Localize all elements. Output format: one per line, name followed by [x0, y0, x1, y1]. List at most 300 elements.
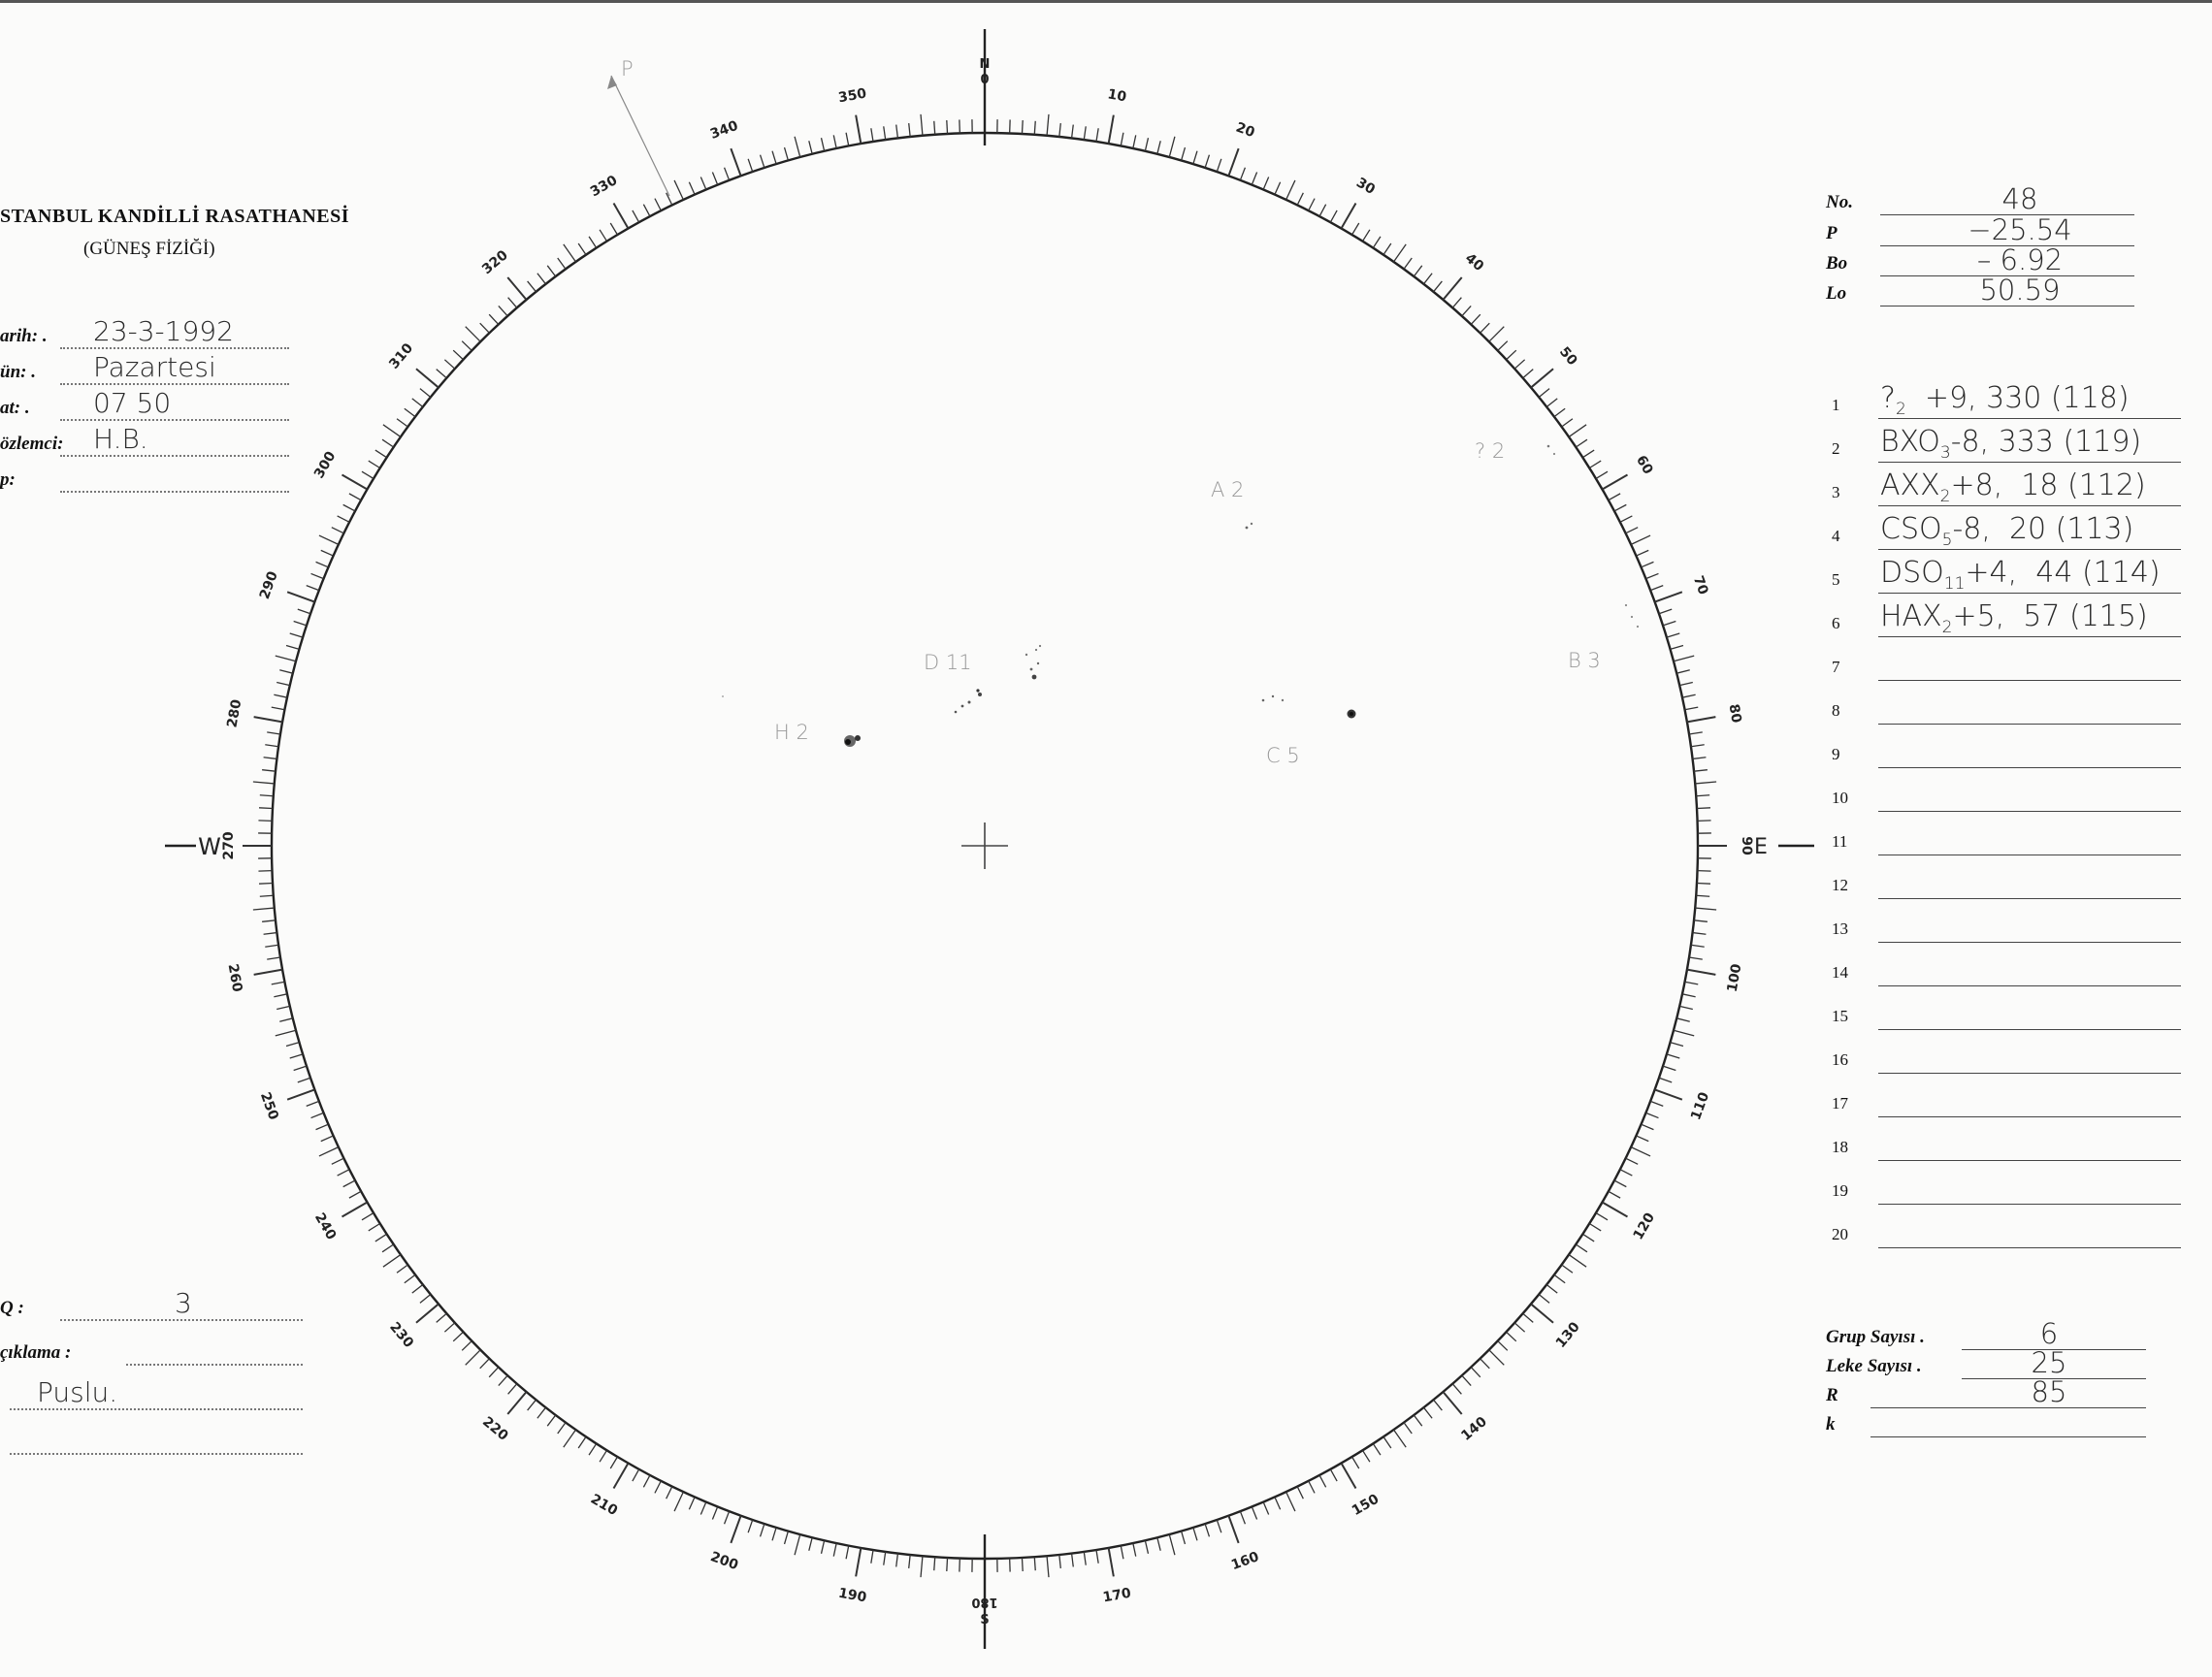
- group-coords: -8, 333 (119): [1950, 425, 2142, 459]
- degree-tick: [342, 475, 367, 490]
- degree-tick: [1620, 516, 1632, 522]
- degree-tick: [564, 244, 576, 262]
- degree-tick: [279, 670, 293, 673]
- degree-tick: [1022, 120, 1023, 134]
- group-entry[interactable]: [1880, 468, 2146, 506]
- degree-tick: [480, 1359, 490, 1369]
- degree-tick: [1034, 1557, 1035, 1570]
- degree-label: 280: [224, 697, 245, 729]
- degree-tick: [1663, 622, 1675, 626]
- degree-label: 320: [479, 247, 511, 278]
- degree-tick: [731, 148, 740, 176]
- degree-tick: [1655, 592, 1682, 601]
- sunspot: [1262, 699, 1265, 702]
- degree-tick: [1655, 1089, 1682, 1099]
- degree-tick: [896, 125, 898, 139]
- degree-tick: [1434, 281, 1443, 292]
- group-underline: [1878, 811, 2181, 812]
- degree-tick: [462, 1341, 472, 1351]
- group-row: [1832, 648, 2181, 681]
- degree-tick: [466, 327, 481, 342]
- degree-label: 130: [1552, 1319, 1583, 1351]
- degree-tick: [1603, 1203, 1628, 1217]
- degree-tick: [1443, 1392, 1461, 1414]
- degree-tick: [1539, 1295, 1549, 1304]
- degree-tick: [947, 120, 948, 134]
- group-entry[interactable]: [1880, 556, 2161, 594]
- group-number: 4: [1832, 527, 1840, 545]
- degree-tick: [1674, 656, 1694, 661]
- degree-tick: [1109, 1548, 1114, 1577]
- group-spot-count: 11: [1943, 574, 1966, 594]
- degree-tick: [1596, 471, 1608, 478]
- group-underline: [1878, 898, 2181, 899]
- degree-tick: [633, 210, 639, 222]
- field-value[interactable]: 07 50: [93, 387, 172, 419]
- summary-value[interactable]: 85: [2031, 1375, 2067, 1408]
- group-underline: [1878, 767, 2181, 768]
- degree-tick: [1096, 1550, 1098, 1564]
- degree-tick: [1693, 758, 1707, 759]
- degree-tick: [307, 586, 319, 591]
- sunspot: [968, 701, 971, 704]
- group-row: [1832, 735, 2181, 768]
- degree-tick: [1404, 1423, 1412, 1434]
- group-entry[interactable]: [1880, 425, 2141, 463]
- degree-tick: [1695, 908, 1716, 910]
- degree-tick: [1121, 1545, 1123, 1559]
- degree-tick: [466, 1350, 481, 1366]
- summary-label: Leke Sayısı .: [1826, 1356, 1922, 1376]
- degree-tick: [600, 1450, 606, 1462]
- group-number: 15: [1832, 1007, 1848, 1025]
- spot-group-label: C 5: [1266, 744, 1300, 767]
- group-row: [1832, 1128, 2181, 1161]
- group-number: 20: [1832, 1225, 1848, 1243]
- degree-tick: [1576, 1244, 1587, 1252]
- note-row: [0, 1337, 307, 1366]
- degree-tick: [338, 516, 349, 522]
- degree-tick: [298, 609, 310, 614]
- note-underline: [10, 1408, 303, 1410]
- degree-tick: [362, 471, 374, 478]
- degree-tick: [332, 1158, 344, 1164]
- degree-tick: [700, 1502, 705, 1515]
- summary-value[interactable]: 25: [2031, 1346, 2067, 1379]
- degree-tick: [1133, 135, 1136, 148]
- degree-tick: [1582, 1234, 1594, 1242]
- degree-tick: [731, 1516, 740, 1543]
- spot-group-label: D 11: [924, 651, 972, 674]
- west-tick-label: 270: [221, 831, 237, 860]
- degree-tick: [761, 1524, 764, 1536]
- degree-label: 230: [386, 1319, 417, 1351]
- degree-tick: [1217, 1520, 1221, 1532]
- degree-tick: [499, 1375, 507, 1385]
- sunspot: [1039, 645, 1041, 647]
- degree-tick: [1034, 121, 1035, 135]
- param-value[interactable]: 50.59: [1979, 274, 2061, 306]
- degree-tick: [1603, 475, 1628, 490]
- degree-tick: [909, 1555, 910, 1568]
- degree-tick: [1674, 1030, 1694, 1036]
- field-value[interactable]: 23-3-1992: [93, 315, 234, 347]
- group-entry[interactable]: [1880, 381, 2130, 419]
- degree-tick: [1096, 128, 1098, 142]
- degree-tick: [1531, 1304, 1553, 1322]
- degree-tick: [1514, 1323, 1524, 1332]
- degree-tick: [1342, 1464, 1356, 1489]
- degree-tick: [1531, 369, 1553, 387]
- degree-tick: [1047, 1556, 1049, 1577]
- degree-tick: [489, 1368, 499, 1377]
- note-underline: [60, 1319, 303, 1321]
- degree-tick: [253, 908, 275, 910]
- degree-tick: [405, 408, 415, 416]
- sunspot: [1282, 699, 1284, 701]
- degree-tick: [287, 1089, 314, 1099]
- degree-tick: [1679, 1006, 1693, 1009]
- degree-tick: [1169, 1534, 1175, 1555]
- degree-tick: [1671, 646, 1683, 650]
- degree-tick: [319, 1147, 339, 1156]
- group-row: [1832, 692, 2181, 725]
- degree-tick: [1252, 173, 1256, 185]
- group-spot-count: 5: [1941, 531, 1953, 550]
- sunspot: [1547, 445, 1550, 448]
- south-label: S: [980, 1613, 990, 1628]
- degree-tick: [1589, 461, 1601, 468]
- degree-tick: [286, 1043, 299, 1047]
- degree-tick: [537, 274, 546, 284]
- group-row: [1832, 953, 2181, 986]
- degree-tick: [1072, 1554, 1074, 1567]
- degree-tick: [274, 994, 287, 997]
- degree-tick: [507, 1392, 526, 1414]
- degree-tick: [1182, 1532, 1186, 1544]
- degree-tick: [1228, 1516, 1238, 1543]
- degree-tick: [1471, 1368, 1480, 1377]
- group-underline: [1878, 1116, 2181, 1117]
- degree-tick: [319, 535, 339, 544]
- degree-label: 310: [386, 340, 417, 372]
- degree-tick: [1480, 1359, 1490, 1369]
- summary-row: [1826, 1375, 2146, 1408]
- degree-tick: [1650, 586, 1663, 591]
- degree-tick: [1157, 1537, 1160, 1551]
- degree-tick: [274, 694, 287, 697]
- degree-label: 260: [224, 962, 245, 994]
- field-label: özlemci:: [0, 434, 64, 454]
- degree-tick: [1133, 1543, 1136, 1557]
- degree-tick: [343, 1180, 355, 1187]
- degree-tick: [416, 1304, 439, 1322]
- degree-tick: [547, 1415, 555, 1426]
- degree-tick: [508, 298, 517, 308]
- note-value[interactable]: Puslu.: [37, 1376, 118, 1408]
- degree-tick: [1330, 1469, 1337, 1481]
- degree-tick: [349, 1191, 361, 1198]
- degree-tick: [1121, 133, 1123, 146]
- degree-tick: [1589, 1223, 1601, 1230]
- p-arrow-head: [607, 76, 617, 89]
- degree-tick: [265, 945, 278, 947]
- degree-tick: [1480, 323, 1490, 333]
- degree-tick: [1682, 694, 1696, 697]
- degree-tick: [833, 135, 836, 148]
- field-row: [0, 423, 291, 457]
- sunspot: [1272, 695, 1274, 697]
- group-spot-count: 2: [1895, 400, 1906, 419]
- sunspot: [722, 695, 724, 697]
- param-value[interactable]: −25.54: [1968, 213, 2072, 246]
- degree-tick: [558, 258, 566, 269]
- degree-tick: [643, 205, 650, 216]
- degree-tick: [884, 126, 886, 140]
- note-value[interactable]: 3: [175, 1287, 192, 1319]
- param-row: [1826, 182, 2134, 215]
- degree-tick: [375, 450, 387, 458]
- group-number: 3: [1832, 483, 1840, 501]
- degree-label: 150: [1349, 1491, 1382, 1520]
- spot-group-label: A 2: [1211, 478, 1245, 501]
- degree-tick: [1252, 1506, 1256, 1519]
- degree-tick: [1352, 1457, 1359, 1468]
- degree-tick: [1546, 399, 1557, 407]
- degree-tick: [856, 115, 861, 145]
- degree-label: 170: [1101, 1585, 1133, 1606]
- group-number: 10: [1832, 789, 1848, 807]
- degree-tick: [1145, 1540, 1148, 1554]
- sunspot: [1251, 523, 1252, 525]
- degree-tick: [311, 573, 324, 578]
- degree-tick: [264, 933, 277, 935]
- degree-tick: [1689, 732, 1703, 734]
- degree-tick: [1697, 883, 1710, 884]
- department-title: (GÜNEŞ FİZİĞİ): [83, 239, 215, 259]
- group-entry[interactable]: [1880, 599, 2148, 637]
- group-underline: [1878, 1247, 2181, 1248]
- degree-tick: [934, 1557, 935, 1570]
- param-label: Lo: [1826, 283, 1847, 304]
- field-underline: [60, 383, 289, 385]
- group-number: 8: [1832, 701, 1840, 720]
- degree-tick: [276, 683, 290, 686]
- group-number: 13: [1832, 919, 1848, 938]
- degree-label: 200: [708, 1549, 740, 1574]
- degree-tick: [420, 389, 431, 398]
- summary-value[interactable]: 6: [2039, 1317, 2059, 1350]
- degree-tick: [1659, 609, 1672, 614]
- degree-label: 100: [1724, 962, 1745, 994]
- group-class: CSO: [1880, 512, 1942, 546]
- group-row: [1832, 381, 2181, 419]
- degree-tick: [871, 128, 873, 142]
- degree-tick: [558, 1423, 566, 1434]
- degree-tick: [1319, 1475, 1326, 1487]
- group-row: [1832, 779, 2181, 812]
- degree-tick: [276, 1030, 296, 1036]
- note-row: [0, 1376, 307, 1410]
- degree-tick: [1169, 137, 1175, 157]
- group-row: [1832, 425, 2181, 463]
- degree-tick: [1636, 550, 1648, 556]
- degree-tick: [655, 199, 661, 210]
- group-entry[interactable]: [1880, 512, 2133, 550]
- sunspot: [1625, 604, 1627, 606]
- degree-tick: [294, 622, 307, 626]
- degree-tick: [712, 173, 717, 185]
- degree-tick: [262, 920, 276, 921]
- group-number: 11: [1832, 832, 1848, 851]
- degree-tick: [1205, 155, 1209, 168]
- degree-tick: [397, 419, 407, 427]
- param-value[interactable]: 48: [2001, 182, 2038, 215]
- degree-tick: [1362, 1450, 1369, 1462]
- degree-tick: [1373, 1443, 1381, 1455]
- degree-label: 330: [587, 172, 621, 201]
- degree-tick: [369, 461, 380, 468]
- degree-label: 80: [1725, 702, 1744, 725]
- group-row: [1832, 910, 2181, 943]
- spot-group-label: B 3: [1568, 649, 1601, 672]
- group-underline: [1878, 724, 2181, 725]
- west-label: W: [198, 833, 221, 860]
- degree-tick: [1631, 535, 1650, 544]
- sunspot: [955, 711, 958, 714]
- degree-tick: [298, 1078, 310, 1082]
- degree-tick: [1047, 114, 1049, 136]
- degree-tick: [1682, 994, 1696, 997]
- degree-label: 110: [1688, 1090, 1713, 1122]
- degree-label: 250: [256, 1090, 281, 1122]
- degree-tick: [1676, 670, 1690, 673]
- degree-tick: [254, 970, 283, 975]
- degree-tick: [480, 323, 490, 333]
- degree-tick: [528, 1400, 537, 1410]
- degree-tick: [1205, 1524, 1209, 1536]
- degree-label: 210: [587, 1491, 621, 1520]
- field-underline: [60, 491, 289, 493]
- sunspot: [961, 705, 964, 708]
- degree-tick: [633, 1469, 639, 1481]
- degree-tick: [462, 341, 472, 351]
- degree-tick: [1297, 193, 1303, 206]
- note-underline: [126, 1364, 303, 1366]
- group-row: [1832, 599, 2181, 637]
- degree-tick: [1297, 1487, 1303, 1500]
- degree-tick: [547, 266, 555, 276]
- param-value[interactable]: – 6.92: [1976, 243, 2064, 276]
- degree-tick: [262, 770, 276, 771]
- degree-tick: [342, 1203, 367, 1217]
- field-value[interactable]: H.B.: [93, 423, 148, 455]
- param-row: [1826, 213, 2134, 246]
- degree-tick: [369, 1223, 380, 1230]
- degree-tick: [444, 1323, 454, 1332]
- degree-tick: [1689, 957, 1703, 959]
- degree-tick: [265, 745, 278, 747]
- group-underline: [1878, 1204, 2181, 1205]
- degree-tick: [674, 180, 683, 200]
- degree-label: 20: [1233, 119, 1257, 142]
- degree-tick: [1330, 210, 1337, 222]
- param-row: [1826, 243, 2134, 276]
- degree-tick: [1193, 1528, 1197, 1540]
- degree-tick: [260, 895, 274, 896]
- field-underline: [60, 419, 289, 421]
- east-label: E: [1754, 835, 1768, 859]
- sunspot: [1037, 662, 1039, 664]
- group-underline: [1878, 680, 2181, 681]
- degree-tick: [1614, 1180, 1626, 1187]
- degree-tick: [1498, 341, 1508, 351]
- degree-tick: [1631, 1147, 1650, 1156]
- degree-tick: [725, 1511, 730, 1524]
- degree-tick: [343, 504, 355, 511]
- sunspot: [1032, 675, 1037, 680]
- degree-tick: [416, 369, 439, 387]
- sunspot: [1025, 654, 1027, 656]
- degree-tick: [1240, 1511, 1245, 1524]
- spot-group-label: ? 2: [1475, 439, 1506, 463]
- group-underline: [1878, 942, 2181, 943]
- degree-tick: [1507, 350, 1516, 360]
- north-label: N: [979, 57, 991, 72]
- degree-tick: [1059, 1555, 1060, 1568]
- field-value[interactable]: Pazartesi: [93, 351, 216, 383]
- degree-tick: [1562, 419, 1573, 427]
- degree-tick: [846, 133, 849, 146]
- group-number: 6: [1832, 614, 1840, 632]
- note-row: [0, 1426, 307, 1455]
- degree-tick: [1695, 782, 1716, 784]
- degree-tick: [1507, 1332, 1516, 1341]
- group-coords: +8, 18 (112): [1950, 468, 2146, 502]
- degree-tick: [934, 121, 935, 135]
- degree-tick: [689, 1497, 695, 1509]
- degree-tick: [1059, 123, 1060, 137]
- degree-tick: [1414, 1415, 1421, 1426]
- group-underline: [1878, 985, 2181, 986]
- note-label: çıklama :: [0, 1342, 72, 1363]
- degree-tick: [822, 1540, 825, 1554]
- degree-tick: [1554, 1274, 1565, 1282]
- degree-tick: [1489, 327, 1505, 342]
- degree-label: 50: [1555, 343, 1580, 370]
- degree-tick: [1414, 266, 1421, 276]
- degree-tick: [1383, 243, 1391, 255]
- degree-tick: [267, 732, 280, 734]
- degree-tick: [1072, 125, 1074, 139]
- summary-label: k: [1826, 1414, 1836, 1435]
- param-label: No.: [1826, 192, 1853, 212]
- param-label: Bo: [1826, 253, 1848, 274]
- group-number: 17: [1832, 1094, 1848, 1113]
- p-label: P: [621, 57, 634, 81]
- degree-tick: [1022, 1558, 1023, 1571]
- summary-row: [1826, 1408, 2146, 1437]
- group-row: [1832, 512, 2181, 550]
- degree-tick: [382, 1244, 394, 1252]
- degree-tick: [1523, 1313, 1534, 1322]
- group-number: 9: [1832, 745, 1840, 763]
- degree-tick: [286, 646, 299, 650]
- degree-tick: [290, 633, 303, 637]
- group-row: [1832, 997, 2181, 1030]
- degree-tick: [1687, 970, 1716, 975]
- degree-tick: [1263, 1502, 1268, 1515]
